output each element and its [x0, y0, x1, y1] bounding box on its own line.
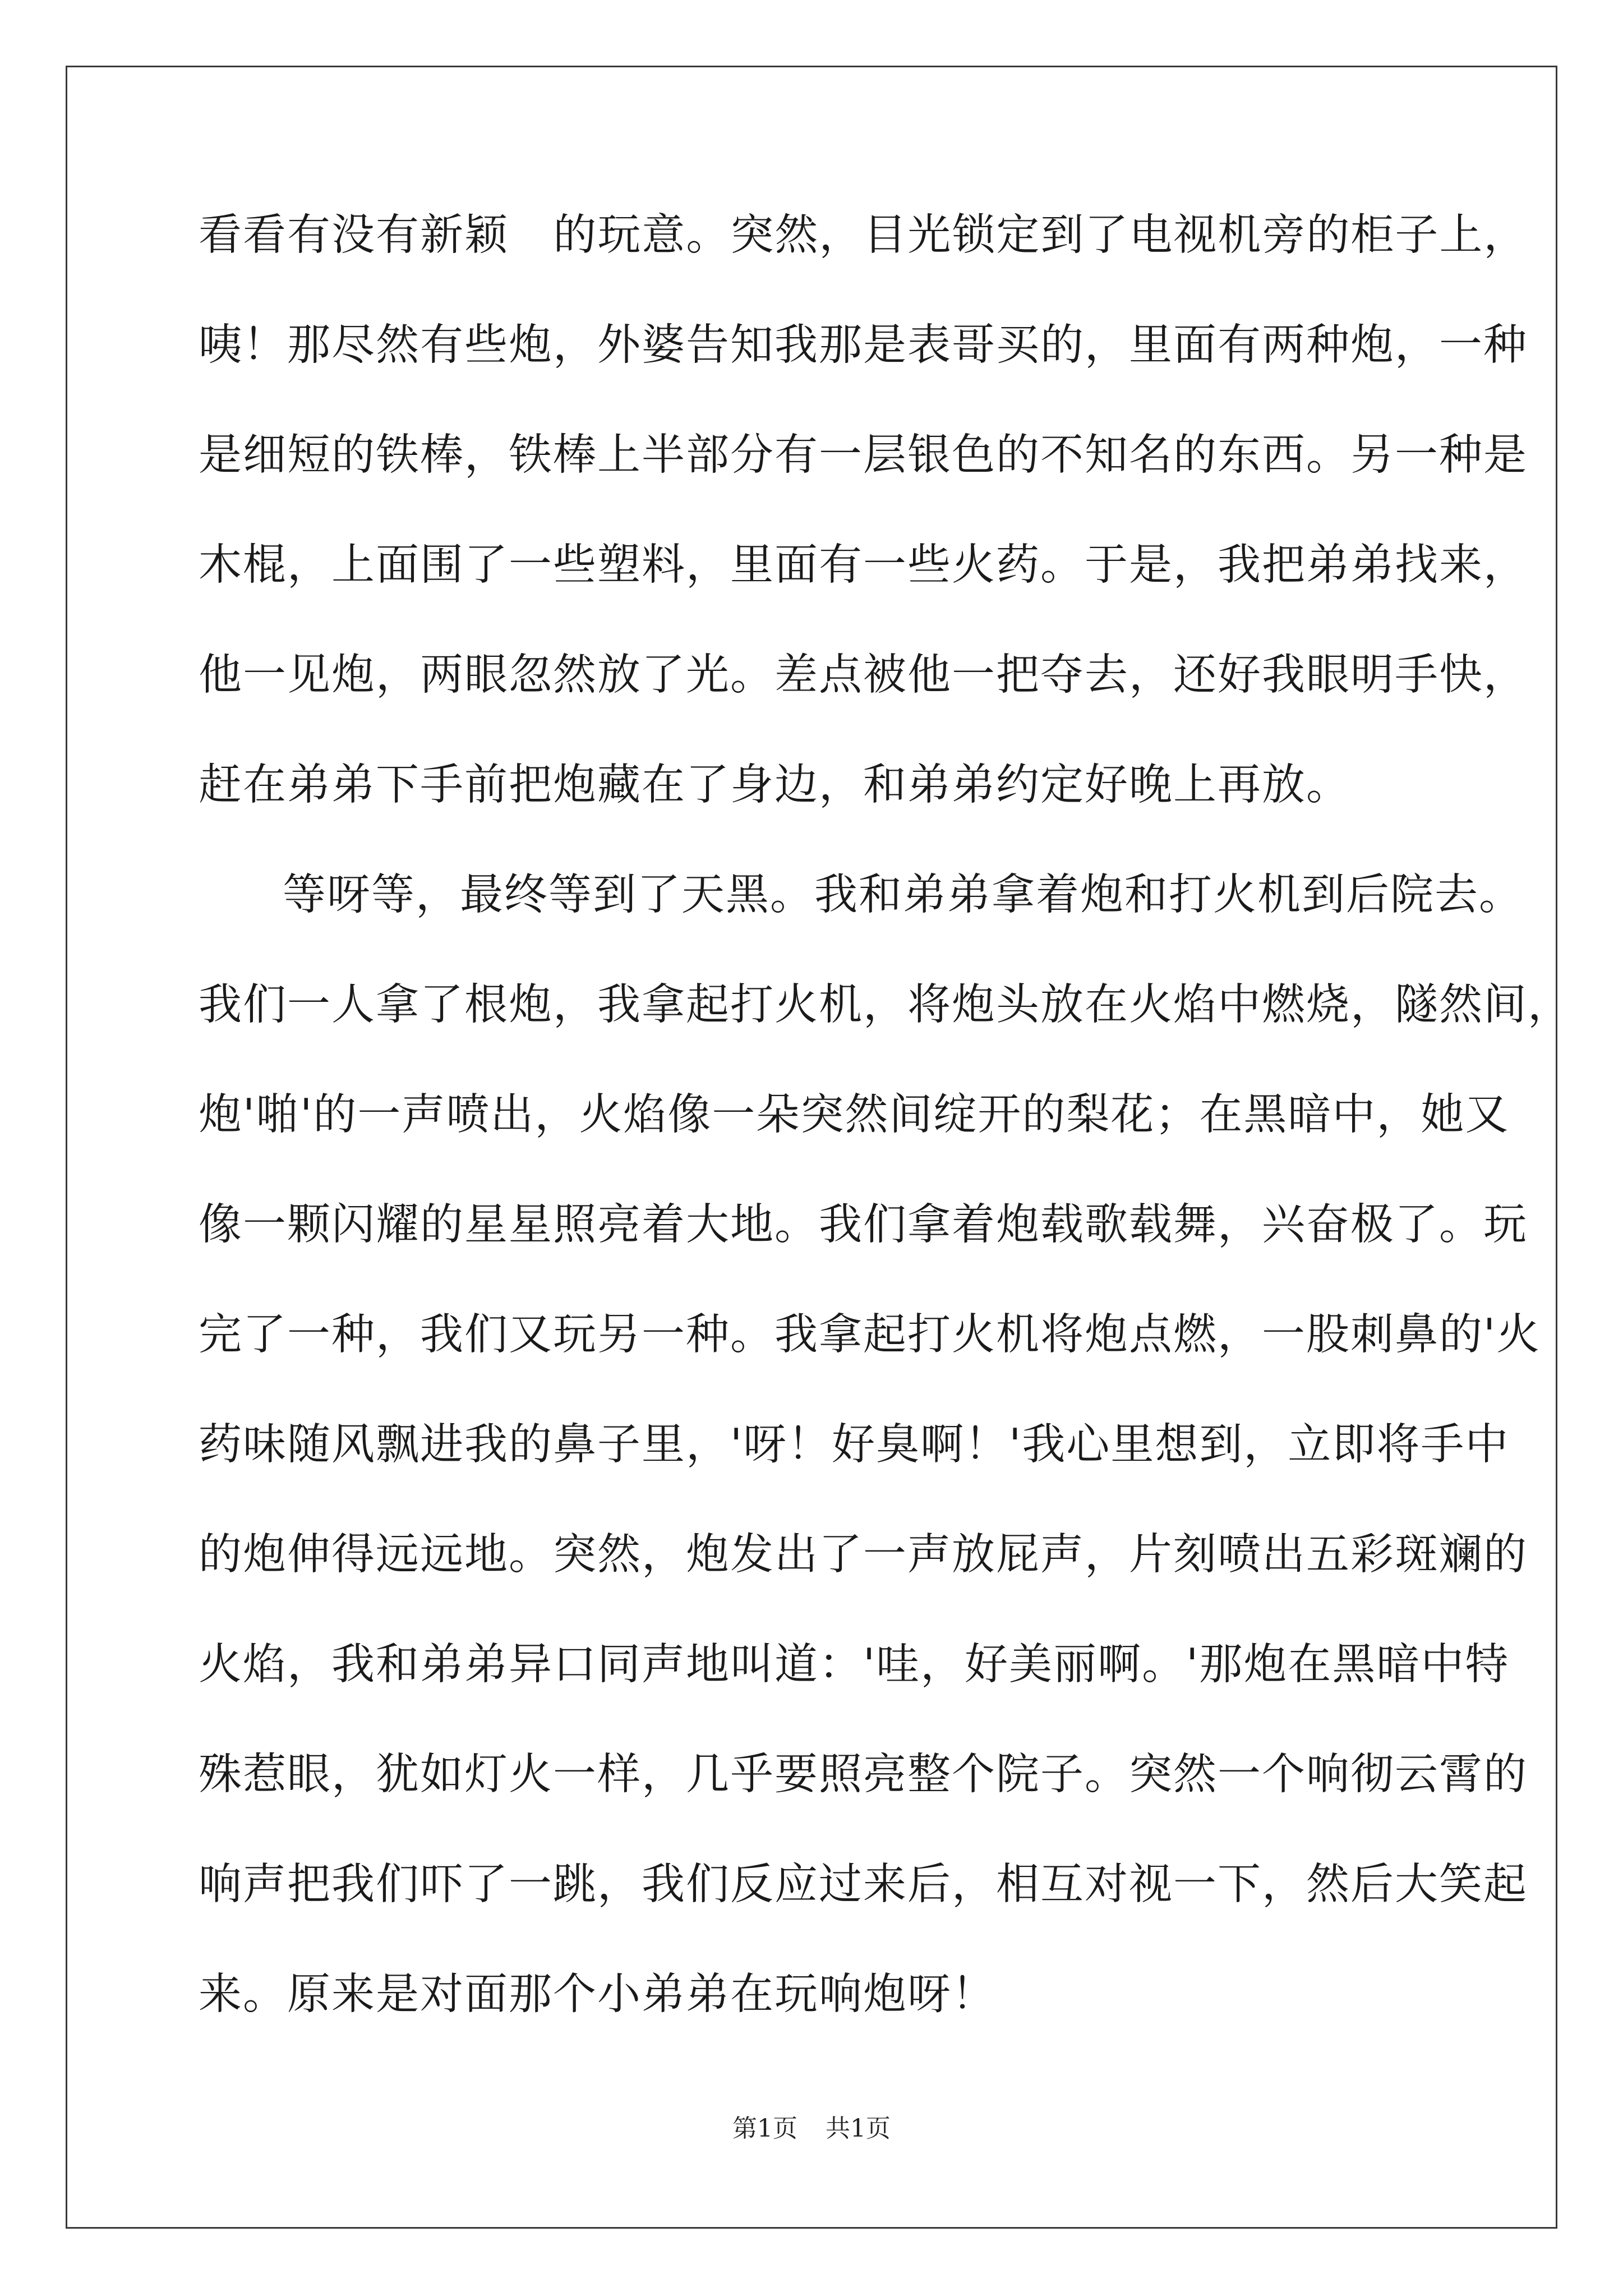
paragraph-start-line: 等呀等，最终等到了天黑。我和弟弟拿着炮和打火机到后院去。 — [283, 870, 1523, 920]
text-line: 的炮伸得远远地。突然，炮发出了一声放屁声，片刻喷出五彩斑斓的 — [199, 1530, 1528, 1580]
text-line: 像一颗闪耀的星星照亮着大地。我们拿着炮载歌载舞，兴奋极了。玩 — [199, 1200, 1528, 1250]
text-line: 殊惹眼，犹如灯火一样，几乎要照亮整个院子。突然一个响彻云霄的 — [199, 1750, 1528, 1800]
text-line: 我们一人拿了根炮，我拿起打火机，将炮头放在火焰中燃烧，隧然间， — [199, 980, 1572, 1030]
text-line: 他一见炮，两眼忽然放了光。差点被他一把夺去，还好我眼明手快， — [199, 650, 1528, 700]
page-number: 第1页 — [732, 2114, 797, 2143]
text-line: 炮'啪'的一声喷出，火焰像一朵突然间绽开的梨花；在黑暗中，她又 — [199, 1090, 1510, 1140]
text-line: 完了一种，我们又玩另一种。我拿起打火机将炮点燃，一股刺鼻的'火 — [199, 1310, 1541, 1360]
page-footer — [0, 2108, 1623, 2144]
text-line: 看看有没有新颖 的玩意。突然，目光锁定到了电视机旁的柜子上， — [199, 210, 1528, 260]
page-count: 共1页 — [826, 2114, 891, 2143]
text-line: 药味随风飘进我的鼻子里，'呀！好臭啊！'我心里想到，立即将手中 — [199, 1420, 1510, 1470]
text-line: 咦！那尽然有些炮，外婆告知我那是表哥买的，里面有两种炮，一种 — [199, 320, 1528, 370]
text-line: 火焰，我和弟弟异口同声地叫道：'哇，好美丽啊。'那炮在黑暗中特 — [199, 1640, 1510, 1690]
text-line: 赶在弟弟下手前把炮藏在了身边，和弟弟约定好晚上再放。 — [199, 760, 1350, 810]
text-line: 响声把我们吓了一跳，我们反应过来后，相互对视一下，然后大笑起 — [199, 1860, 1528, 1910]
article-body — [199, 205, 1572, 2074]
text-line: 木棍，上面围了一些塑料，里面有一些火药。于是，我把弟弟找来， — [199, 540, 1528, 590]
text-line: 来。原来是对面那个小弟弟在玩响炮呀！ — [199, 1970, 996, 2019]
text-line: 是细短的铁棒，铁棒上半部分有一层银色的不知名的东西。另一种是 — [199, 430, 1528, 480]
